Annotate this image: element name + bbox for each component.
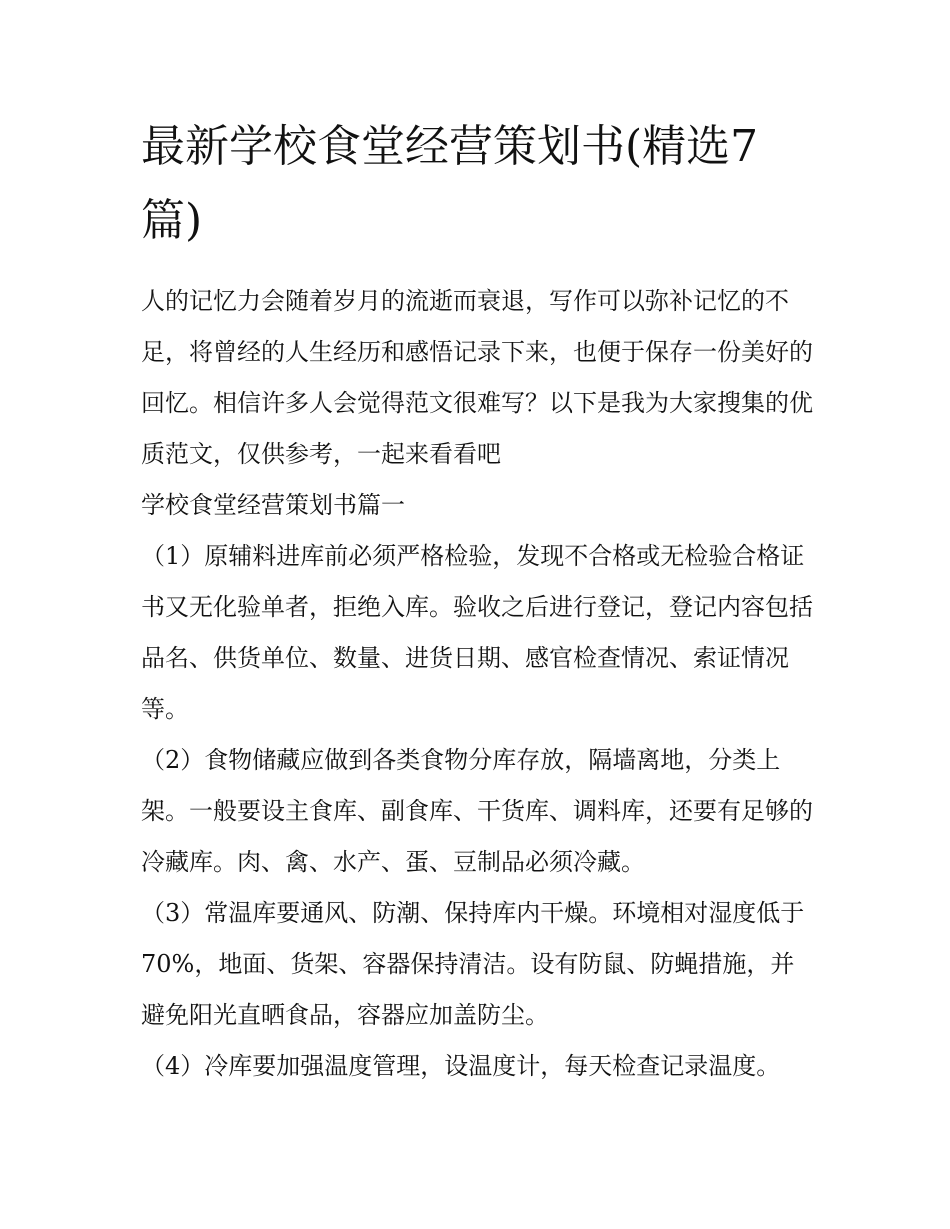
item-paragraph-1: （1）原辅料进库前必须严格检验，发现不合格或无检验合格证书又无化验单者，拒绝入库。验收之后进行登记，登记内容包括品名、供货单位、数量、进货日期、感官检查情况、索证情况等。 (141, 542, 813, 723)
document-title: 最新学校食堂经营策划书(精选7篇) (141, 121, 759, 246)
section-heading: 学校食堂经营策划书篇一 (141, 491, 405, 519)
item-paragraph-2: （2）食物储藏应做到各类食物分库存放，隔墙离地，分类上架。一般要设主食库、副食库、干货库、调料库，还要有足够的冷藏库。肉、禽、水产、蛋、豆制品必须冷藏。 (141, 746, 813, 876)
item-paragraph-3: （3）常温库要通风、防潮、保持库内干燥。环境相对湿度低于70%，地面、货架、容器保持清洁。设有防鼠、防蝇措施，并避免阳光直晒食品，容器应加盖防尘。 (141, 899, 805, 1029)
intro-paragraph: 人的记忆力会随着岁月的流逝而衰退，写作可以弥补记忆的不足，将曾经的人生经历和感悟记录下来，也便于保存一份美好的回忆。相信许多人会觉得范文很难写？以下是我为大家搜集的优质范文，仅供参考，一起来看看吧 (141, 287, 813, 468)
document-body (141, 110, 813, 1092)
item-paragraph-4: （4）冷库要加强温度管理，设温度计，每天检查记录温度。 (141, 1052, 781, 1080)
